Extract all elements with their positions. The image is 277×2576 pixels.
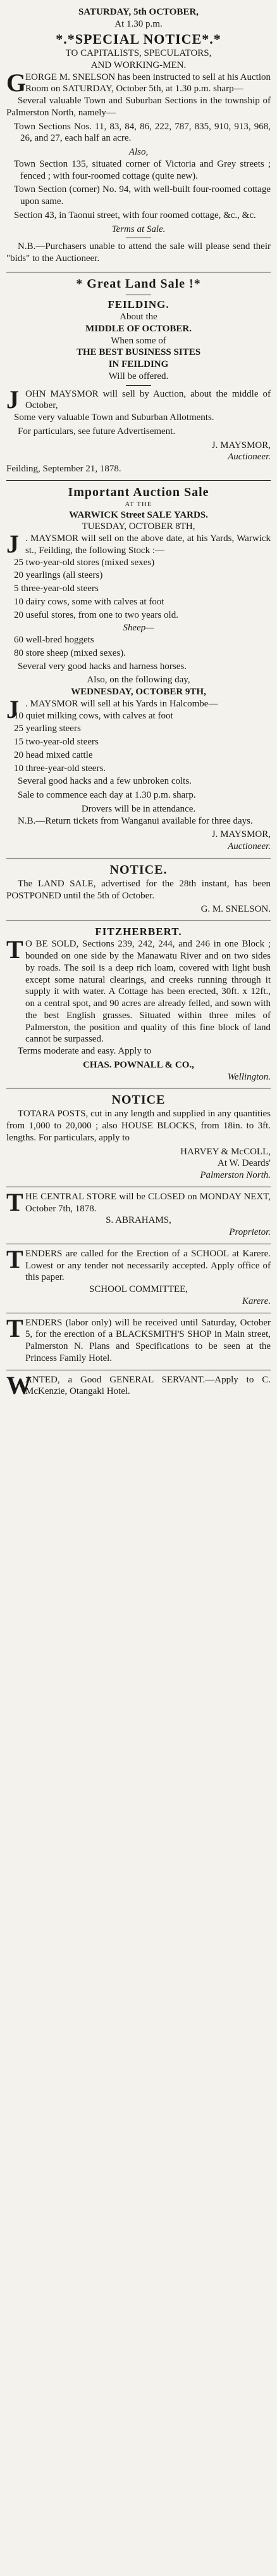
list-item: 25 yearling steers (14, 724, 81, 734)
signature: J. MAYSMOR, (211, 440, 271, 450)
ad-title: NOTICE (111, 1093, 166, 1107)
divider (126, 385, 151, 386)
ad-body: J OHN MAYSMOR will sell by Auction, about the middle of October, (6, 385, 271, 414)
fitzherbert-land-ad: FITZHERBERT. T O BE SOLD, Sections 239, 242, 244, and 246 in one Block ; bounded on one side by the Manawatu River and on two sides by roads. The soil is a deep rich loam, covered with light bush except some natural clearings, and creeks running through it supply it with water. A Cottage has been erected, 30ft. x 12ft., on a central spot, and 90 acres are already felled, and sown with the best English grasses. Situated within three miles of Palmerston, the position and quality of this fine block of land cannot be surpassed. Terms moderate and easy. Apply to CHAS. POWNALL & CO., Wellington. (6, 921, 271, 1088)
general-servant-wanted-ad (6, 1370, 271, 1403)
list-item: 80 store sheep (mixed sexes). (14, 647, 126, 658)
ad-body: T O BE SOLD, Sections 239, 242, 244, and 246 in one Block ; bounded on one side by the Manawatu River and on two sides by roads. The soil is a deep rich loam, covered with light bush except some natural clearings, and creeks running through it supply it with water. A Cottage has been erected, 30ft. x 12ft., on a central spot, and 90 acres are already felled, and sown with the best English grasses. Situated within three miles of Palmerston, the position and quality of this fine block of land cannot be surpassed. (6, 935, 271, 1045)
nota-bene: N.B.—Return tickets from Wanganui available for three days. (18, 815, 253, 826)
signature: HARVEY & McCOLL, (180, 1146, 271, 1157)
paragraph: Town Section (corner) No. 94, with well-built four-roomed cottage upon same. (14, 184, 271, 207)
sale-date: TUESDAY, OCTOBER 8TH, (82, 521, 195, 532)
signature: J. MAYSMOR, (211, 829, 271, 840)
ad-title: * Great Land Sale !* (76, 276, 201, 291)
ad-body: J . MAYSMOR will sell at his Yards in Halcombe— (6, 694, 218, 724)
paragraph: Town Sections Nos. 11, 83, 84, 86, 222, 787, 835, 910, 913, 968, 26, and 27, each half an acre. (14, 121, 271, 144)
ad-body: G EORGE M. SNELSON has been instructed to sell at his Auction Room on SATURDAY, October 5th, at 1.30 p.m. sharp— (6, 68, 271, 97)
list-item: 10 dairy cows, some with calves at foot (14, 596, 164, 607)
drop-cap: T (6, 1187, 23, 1216)
list-item: 20 useful stores, from one to two years old. (14, 609, 178, 620)
signature: G. M. SNELSON. (200, 904, 271, 915)
snelson-special-notice-ad (6, 3, 271, 272)
signature: CHAS. POWNALL & CO., (83, 1059, 194, 1070)
ad-body: T ENDERS (labor only) will be received until Saturday, October 5, for the erection of a BLACKSMITH'S SHOP in Main street, Palmerston N. Plans and Specifications to be seen at the Princess Family Hotel. (6, 1313, 271, 1363)
signature: S. ABRAHAMS, (106, 1215, 171, 1226)
ad-body: W ANTED, a Good GENERAL SERVANT.—Apply to C. McKenzie, Otangaki Hotel. (6, 1370, 271, 1400)
drop-cap: T (6, 935, 23, 964)
ad-body: T ENDERS are called for the Erection of a SCHOOL at Karere. Lowest or any tender not necessarily accepted. Apply office of this paper. (6, 1244, 271, 1283)
drop-cap: T (6, 1244, 23, 1273)
ad-body: J . MAYSMOR will sell on the above date, at his Yards, Warwick st., Feilding, the following Stock :— (6, 530, 271, 558)
list-item: 20 yearlings (all steers) (14, 570, 103, 581)
school-tenders-ad: T ENDERS are called for the Erection of a SCHOOL at Karere. Lowest or any tender not necessarily accepted. Apply office of this paper. SCHOOL COMMITTEE, Karere. (6, 1244, 271, 1313)
drop-cap: W (6, 1370, 32, 1400)
totara-posts-notice-ad: NOTICE TOTARA POSTS, cut in any length and supplied in any quantities from 1,000 to 20,000 ; also HOUSE BLOCKS, from 18in. to 3ft. lengths. For particulars, apply to HARVEY & McCOLL, At W. Deards' Palmerston North. (6, 1088, 271, 1187)
sheep-list (6, 634, 271, 660)
drop-cap: G (6, 68, 27, 97)
list-item: 60 well-bred hoggets (14, 635, 94, 645)
sale-date: WEDNESDAY, OCTOBER 9TH, (71, 687, 206, 697)
ad-title: *.*SPECIAL NOTICE*.* (56, 30, 221, 47)
nota-bene: N.B.—Purchasers unable to attend the sale will please send their "bids" to the Auctioneer. (6, 241, 271, 264)
list-item: 5 three-year-old steers (14, 583, 99, 594)
paragraph: Section 43, in Taonui street, with four roomed cottage, &c., &c. (14, 210, 256, 220)
list-item: 25 two-year-old stores (mixed sexes) (14, 557, 155, 568)
drop-cap: J (6, 530, 19, 558)
ad-title: NOTICE. (109, 862, 168, 877)
list-item: 20 head mixed cattle (14, 749, 93, 760)
ad-title: Important Auction Sale (68, 485, 209, 499)
newspaper-column (6, 0, 271, 1403)
ad-subtitle: TO CAPITALISTS, SPECULATORS, (65, 48, 212, 58)
place-heading: FEILDING. (108, 298, 169, 310)
stock-list (6, 557, 271, 622)
sale-time: At 1.30 p.m. (114, 18, 163, 29)
dateline: Feilding, September 21, 1878. (6, 464, 121, 474)
paragraph: Several valuable Town and Suburban Sections in the township of Palmerston North, namely— (6, 96, 271, 118)
drop-cap: J (6, 385, 19, 414)
signature: SCHOOL COMMITTEE, (89, 1284, 188, 1294)
sale-date: SATURDAY, 5th OCTOBER, (78, 7, 199, 17)
ad-body: T HE CENTRAL STORE will be CLOSED on MONDAY NEXT, October 7th, 1878. (6, 1187, 271, 1216)
blacksmith-tenders-ad (6, 1313, 271, 1370)
ad-title: FITZHERBERT. (95, 926, 182, 938)
feilding-land-sale-ad: * Great Land Sale !* FEILDING. About the MIDDLE OF OCTOBER. When some of THE BEST BUSINESS SITES IN FEILDING Will be offered. J OHN MAYSMOR will sell by Auction, about the middle of October, Some very valuable Town and Suburban Allotments. For particulars, see future Advertisement. J. MAYSMOR, Auctioneer. Feilding, September 21, 1878. (6, 272, 271, 481)
paragraph: Town Section 135, situated corner of Victoria and Grey streets ; fenced ; with four-roomed cottage (quite new). (14, 158, 271, 181)
also-label: Also, (128, 147, 149, 157)
list-item: 15 two-year-old steers (14, 737, 99, 747)
warwick-street-auction-ad: Important Auction Sale AT THE WARWICK Street SALE YARDS. TUESDAY, OCTOBER 8TH, J . MAYSMOR will sell on the above date, at his Yards, Warwick st., Feilding, the following Stock :— 25 two-year-old stores (mixed sexes) 20 yearlings (all steers) 5 three-year-old steers 10 dairy cows, some with calves at foot 20 useful stores, from one to two years old. Sheep— 60 well-bred hoggets 80 store sheep (mixed sexes). Several very good hacks and harness horses. Also, on the following day, WEDNESDAY, OCTOBER 9TH, J . MAYSMOR will sell at his Yards in Halcombe— 10 quiet milking cows, with calves at foot 25 yearling steers 15 two-year-old steers 20 head mixed cattle 10 three-year-old steers. Several good hacks and a few unbroken colts. Sale to commence each day at 1.30 p.m. sharp. Drovers will be in attendance. N.B.—Return tickets from Wanganui available for three days. J. MAYSMOR, Auctioneer. (6, 481, 271, 858)
postponed-notice-ad: NOTICE. The LAND SALE, advertised for the 28th instant, has been POSTPONED until the 5th of October. G. M. SNELSON. (6, 858, 271, 921)
list-item: 10 quiet milking cows, with calves at foot (14, 710, 173, 721)
list-item: 10 three-year-old steers. (14, 763, 106, 774)
drop-cap: T (6, 1313, 23, 1342)
drop-cap: J (6, 694, 19, 724)
terms: Terms at Sale. (111, 224, 166, 234)
stock-list (6, 710, 271, 775)
ad-subtitle: AND WORKING-MEN. (90, 60, 187, 70)
central-store-closed-ad: T HE CENTRAL STORE will be CLOSED on MONDAY NEXT, October 7th, 1878. S. ABRAHAMS, Proprietor. (6, 1187, 271, 1244)
